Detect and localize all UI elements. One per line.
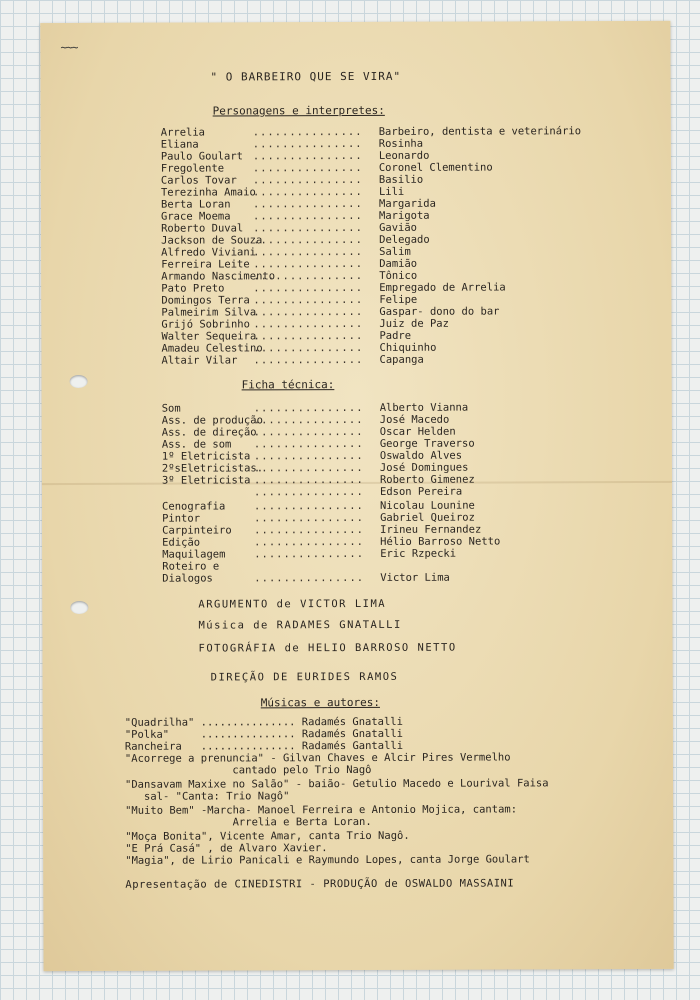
music-line: "Magia", de Lirio Panicali e Raymundo Lopes, canta Jorge Goulart (125, 853, 530, 867)
leader-dots: ............... (254, 511, 364, 525)
role-name: Delegado (379, 233, 430, 246)
leader-dots: ............... (253, 485, 364, 499)
role-name: Coronel Clementino (378, 161, 493, 174)
leader-dots: ............... (253, 257, 364, 271)
document-page (40, 21, 673, 971)
credit-direcao: DIREÇÃO DE EURIDES RAMOS (210, 670, 399, 684)
tech-name: Victor Lima (380, 571, 450, 584)
leader-dots: ............... (254, 499, 364, 513)
leader-dots: ............... (253, 209, 363, 223)
role-name: Margarida (378, 197, 436, 210)
role-name: Chiquinho (379, 341, 437, 354)
tech-name: Hélio Barroso Netto (380, 535, 501, 548)
leader-dots: ............... (252, 137, 363, 151)
actor-name: Roberto Duval (161, 222, 244, 235)
leader-dots: ............... (253, 341, 364, 355)
role-name: Lili (378, 185, 405, 198)
actor-name: Ferreira Leite (161, 258, 250, 271)
tech-role: Carpinteiro (162, 524, 232, 537)
credit-fotografia: FOTOGRÁFIA de HELIO BARROSO NETTO (198, 641, 457, 655)
tech-role: Ass. de direção (161, 426, 257, 439)
role-name: Felipe (379, 293, 418, 306)
actor-name: Fregolente (160, 162, 225, 175)
actor-name: Domingos Terra (161, 294, 250, 307)
credit-musica: Música de RADAMES GNATALLI (198, 618, 402, 632)
tech-role: Ass. de som (161, 438, 232, 451)
music-line: cantado pelo Trio Nagô (124, 763, 372, 777)
leader-dots: ............... (253, 269, 364, 283)
tech-name: Gabriel Queiroz (380, 511, 475, 524)
actor-name: Walter Sequeira (161, 330, 257, 343)
tech-name: Nicolau Lounine (380, 499, 475, 512)
tech-name: Alberto Vianna (379, 401, 469, 414)
leader-dots: ............... (252, 125, 363, 139)
music-line: Rancheira ............... Radamés Gantalli (124, 739, 404, 753)
actor-name: Alfredo Viviani (161, 246, 256, 259)
page-title: " O BARBEIRO QUE SE VIRA" (210, 69, 402, 84)
footer-credit: Apresentação de CINEDISTRI - PRODUÇÃO de OSWALDO MASSAINI (125, 877, 515, 891)
tech-role: 3º Eletricista (161, 474, 251, 487)
role-name: Empregado de Arrelia (379, 281, 506, 294)
role-name: Basilio (378, 173, 424, 186)
leader-dots: ............... (252, 197, 363, 211)
leader-dots: ............... (253, 281, 364, 295)
role-name: Juiz de Paz (379, 317, 449, 330)
tech-role: Edição (162, 536, 201, 549)
music-line: "Muito Bem" -Marcha- Manoel Ferreira e Antonio Mojica, cantam: (125, 803, 518, 817)
role-name: Salim (379, 245, 411, 258)
music-line: Arrelia e Berta Loran. (125, 815, 372, 829)
leader-dots: ............... (252, 173, 363, 187)
leader-dots: ............... (253, 461, 364, 475)
actor-name: Grace Moema (161, 210, 231, 223)
leader-dots: ............... (254, 571, 365, 585)
punch-hole-bottom (70, 601, 88, 614)
tech-name: José Domingues (379, 461, 469, 474)
leader-dots: ............... (253, 413, 364, 427)
tech-name: Irineu Fernandez (380, 523, 482, 536)
role-name: Barbeiro, dentista e veterinário (378, 125, 582, 138)
tech-role: Som (161, 402, 181, 415)
tech-role: Dialogos (162, 572, 213, 585)
punch-hole-top (70, 375, 88, 388)
role-name: Leonardo (378, 149, 430, 162)
leader-dots: ............... (252, 185, 363, 199)
leader-dots: ............... (252, 149, 363, 163)
leader-dots: ............... (253, 305, 364, 319)
credit-argumento: ARGUMENTO de VICTOR LIMA (198, 597, 387, 611)
music-line: "Acorrege a prenuncia" - Gilvan Chaves e Alcir Pires Vermelho (124, 751, 511, 765)
ink-mark: ~~~ (60, 40, 78, 55)
leader-dots: ............... (254, 547, 365, 561)
role-name: Damião (379, 257, 418, 270)
role-name: Gavião (379, 221, 418, 234)
tech-role: Maquilagem (162, 548, 226, 561)
music-line: sal- "Canta: Trio Nagô" (125, 790, 290, 803)
leader-dots: ............... (253, 437, 364, 451)
leader-dots: ............... (253, 293, 364, 307)
actor-name: Berta Loran (160, 198, 231, 211)
actor-name: Jackson de Souza (161, 234, 263, 247)
tech-heading: Ficha técnica: (241, 378, 335, 392)
tech-role: 1º Eletricista (161, 450, 251, 463)
tech-role: Cenografia (162, 500, 226, 513)
actor-name: Palmeirim Silva (161, 306, 257, 319)
actor-name: Paulo Goulart (160, 150, 244, 163)
cast-heading: Personagens e interpretes: (212, 103, 385, 118)
actor-name: Terezinha Amaio (160, 186, 256, 199)
tech-name: Roberto Gimenez (379, 473, 475, 486)
role-name: Marigota (379, 209, 430, 222)
music-line: "Polka" ............... Radamés Gnatalli (124, 727, 404, 741)
leader-dots: ............... (253, 245, 363, 259)
actor-name: Grijó Sobrinho (161, 318, 250, 331)
role-name: Capanga (379, 353, 424, 366)
tech-name: George Traverso (379, 437, 475, 450)
tech-name: Oswaldo Alves (379, 449, 463, 462)
tech-role: Ass. de produção (161, 414, 263, 427)
leader-dots: ............... (253, 401, 364, 415)
actor-name: Amadeu Celestino (161, 342, 263, 355)
tech-name: Oscar Helden (379, 425, 456, 438)
leader-dots: ............... (253, 473, 364, 487)
actor-name: Pato Preto (161, 282, 225, 295)
music-line: "E Prá Casá" , de Alvaro Xavier. (125, 842, 328, 855)
leader-dots: ............... (253, 353, 364, 367)
tech-role: Pintor (162, 512, 201, 525)
leader-dots: ............... (254, 523, 364, 537)
leader-dots: ............... (253, 425, 364, 439)
role-name: Tônico (379, 269, 418, 282)
leader-dots: ............... (253, 221, 363, 235)
tech-name: Eric Rzpecki (380, 547, 457, 560)
leader-dots: ............... (254, 535, 365, 549)
leader-dots: ............... (253, 449, 364, 463)
leader-dots: ............... (253, 317, 364, 331)
role-name: Gaspar- dono do bar (379, 305, 500, 318)
music-line: "Quadrilha" ............... Radamés Gnatalli (124, 715, 403, 729)
actor-name: Armando Nascimento (161, 270, 276, 283)
role-name: Padre (379, 329, 412, 342)
actor-name: Arrelia (160, 126, 206, 139)
leader-dots: ............... (252, 161, 363, 175)
actor-name: Carlos Tovar (160, 174, 237, 187)
tech-role: Roteiro e (162, 560, 220, 573)
music-line: "Moça Bonita", Vicente Amar, canta Trio Nagô. (125, 829, 410, 843)
music-line: "Dansavam Maxixe no Salão" - baião- Getulio Macedo e Lourival Faisa (124, 777, 549, 791)
tech-name: José Macedo (379, 413, 450, 426)
actor-name: Eliana (160, 138, 199, 151)
role-name: Rosinha (378, 137, 424, 150)
tech-role: 2ºsEletricistas. (161, 462, 264, 475)
leader-dots: ............... (253, 329, 364, 343)
actor-name: Altair Vilar (161, 354, 238, 367)
tech-name: Edson Pereira (379, 485, 463, 498)
music-heading: Músicas e autores: (260, 695, 380, 710)
leader-dots: ............... (253, 233, 363, 247)
